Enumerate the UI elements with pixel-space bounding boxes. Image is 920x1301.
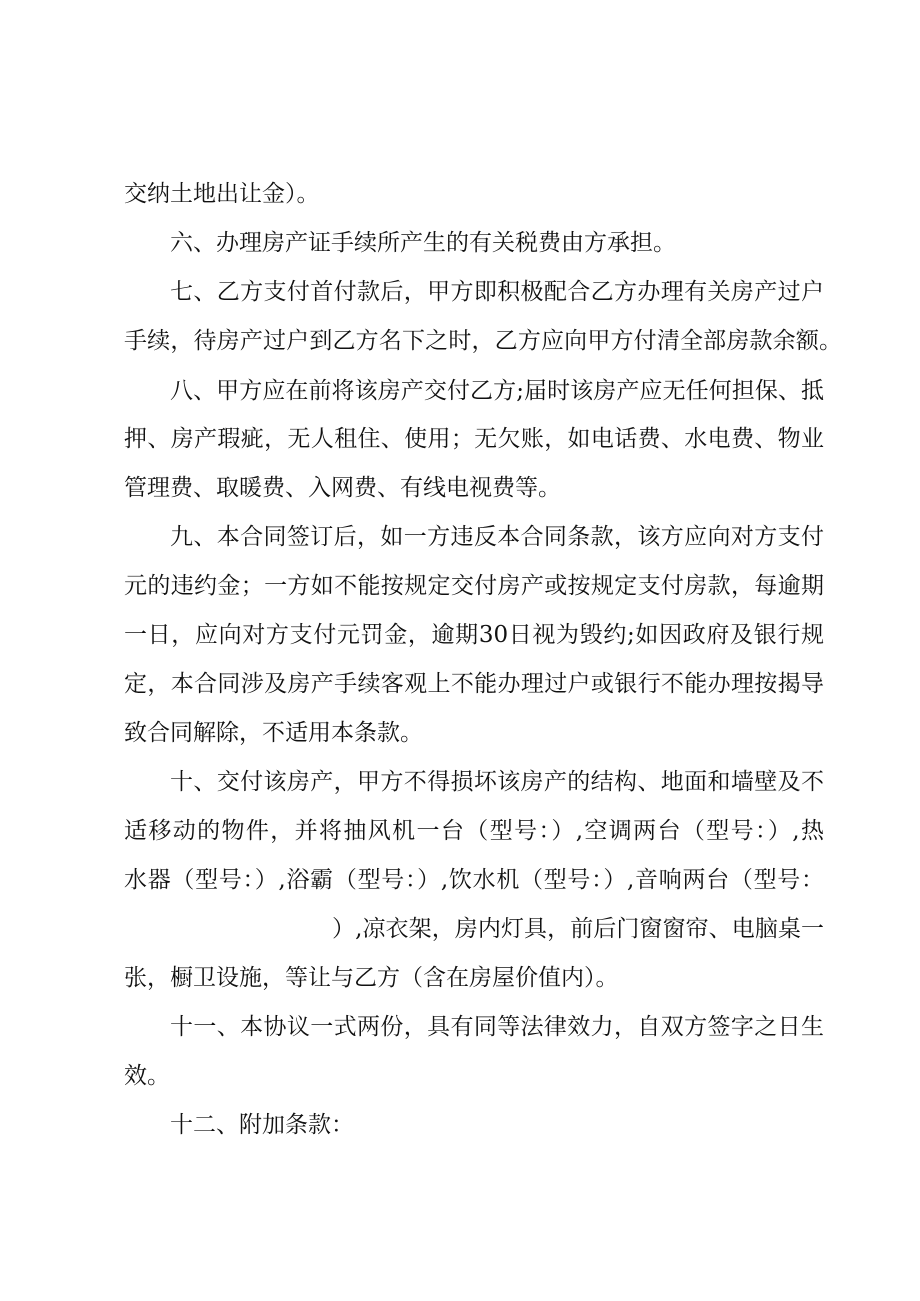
text-line: 七、乙方支付首付款后，甲方即积极配合乙方办理有关房产过户 [170,279,824,305]
text-line: 交纳土地出让金）。 [124,181,320,207]
text-line: 十二、附加条款： [170,1112,354,1138]
text-line: 八、甲方应在前将该房产交付乙方;届时该房产应无任何担保、抵 [170,378,824,404]
text-line: 致合同解除，不适用本条款。 [124,720,423,746]
text-line: 定，本合同涉及房产手续客观上不能办理过户或银行不能办理按揭导 [124,671,824,697]
text-line: 十一、本协议一式两份，具有同等法律效力，自双方签字之日生 [170,1014,824,1040]
text-line: 张，橱卫设施，等让与乙方（含在房屋价值内）。 [124,965,619,991]
text-line: 元的违约金；一方如不能按规定交付房产或按规定支付房款，每逾期 [124,573,824,599]
text-line: 九、本合同签订后，如一方违反本合同条款，该方应向对方支付 [170,524,824,550]
text-line: 十、交付该房产，甲方不得损坏该房产的结构、地面和墙壁及不 [170,769,824,795]
text-line: 水器（型号：）,浴霸（型号：）,饮水机（型号：）,音响两台（型号： [124,867,824,893]
text-line: 效。 [124,1063,170,1089]
text-line: 六、办理房产证手续所产生的有关税费由方承担。 [170,230,676,256]
text-line: 押、房产瑕疵，无人租住、使用；无欠账，如电话费、水电费、物业 [124,426,824,452]
text-line: ）,凉衣架，房内灯具，前后门窗窗帘、电脑桌一 [332,916,824,942]
text-line: 手续，待房产过户到乙方名下之时，乙方应向甲方付清全部房款余额。 [124,328,842,354]
text-line: 适移动的物件，并将抽风机一台（型号：）,空调两台（型号：）,热 [124,818,824,844]
text-line: 一日，应向对方支付元罚金，逾期30日视为毁约;如因政府及银行规 [124,622,824,648]
text-line: 管理费、取暖费、入网费、有线电视费等。 [124,475,561,501]
